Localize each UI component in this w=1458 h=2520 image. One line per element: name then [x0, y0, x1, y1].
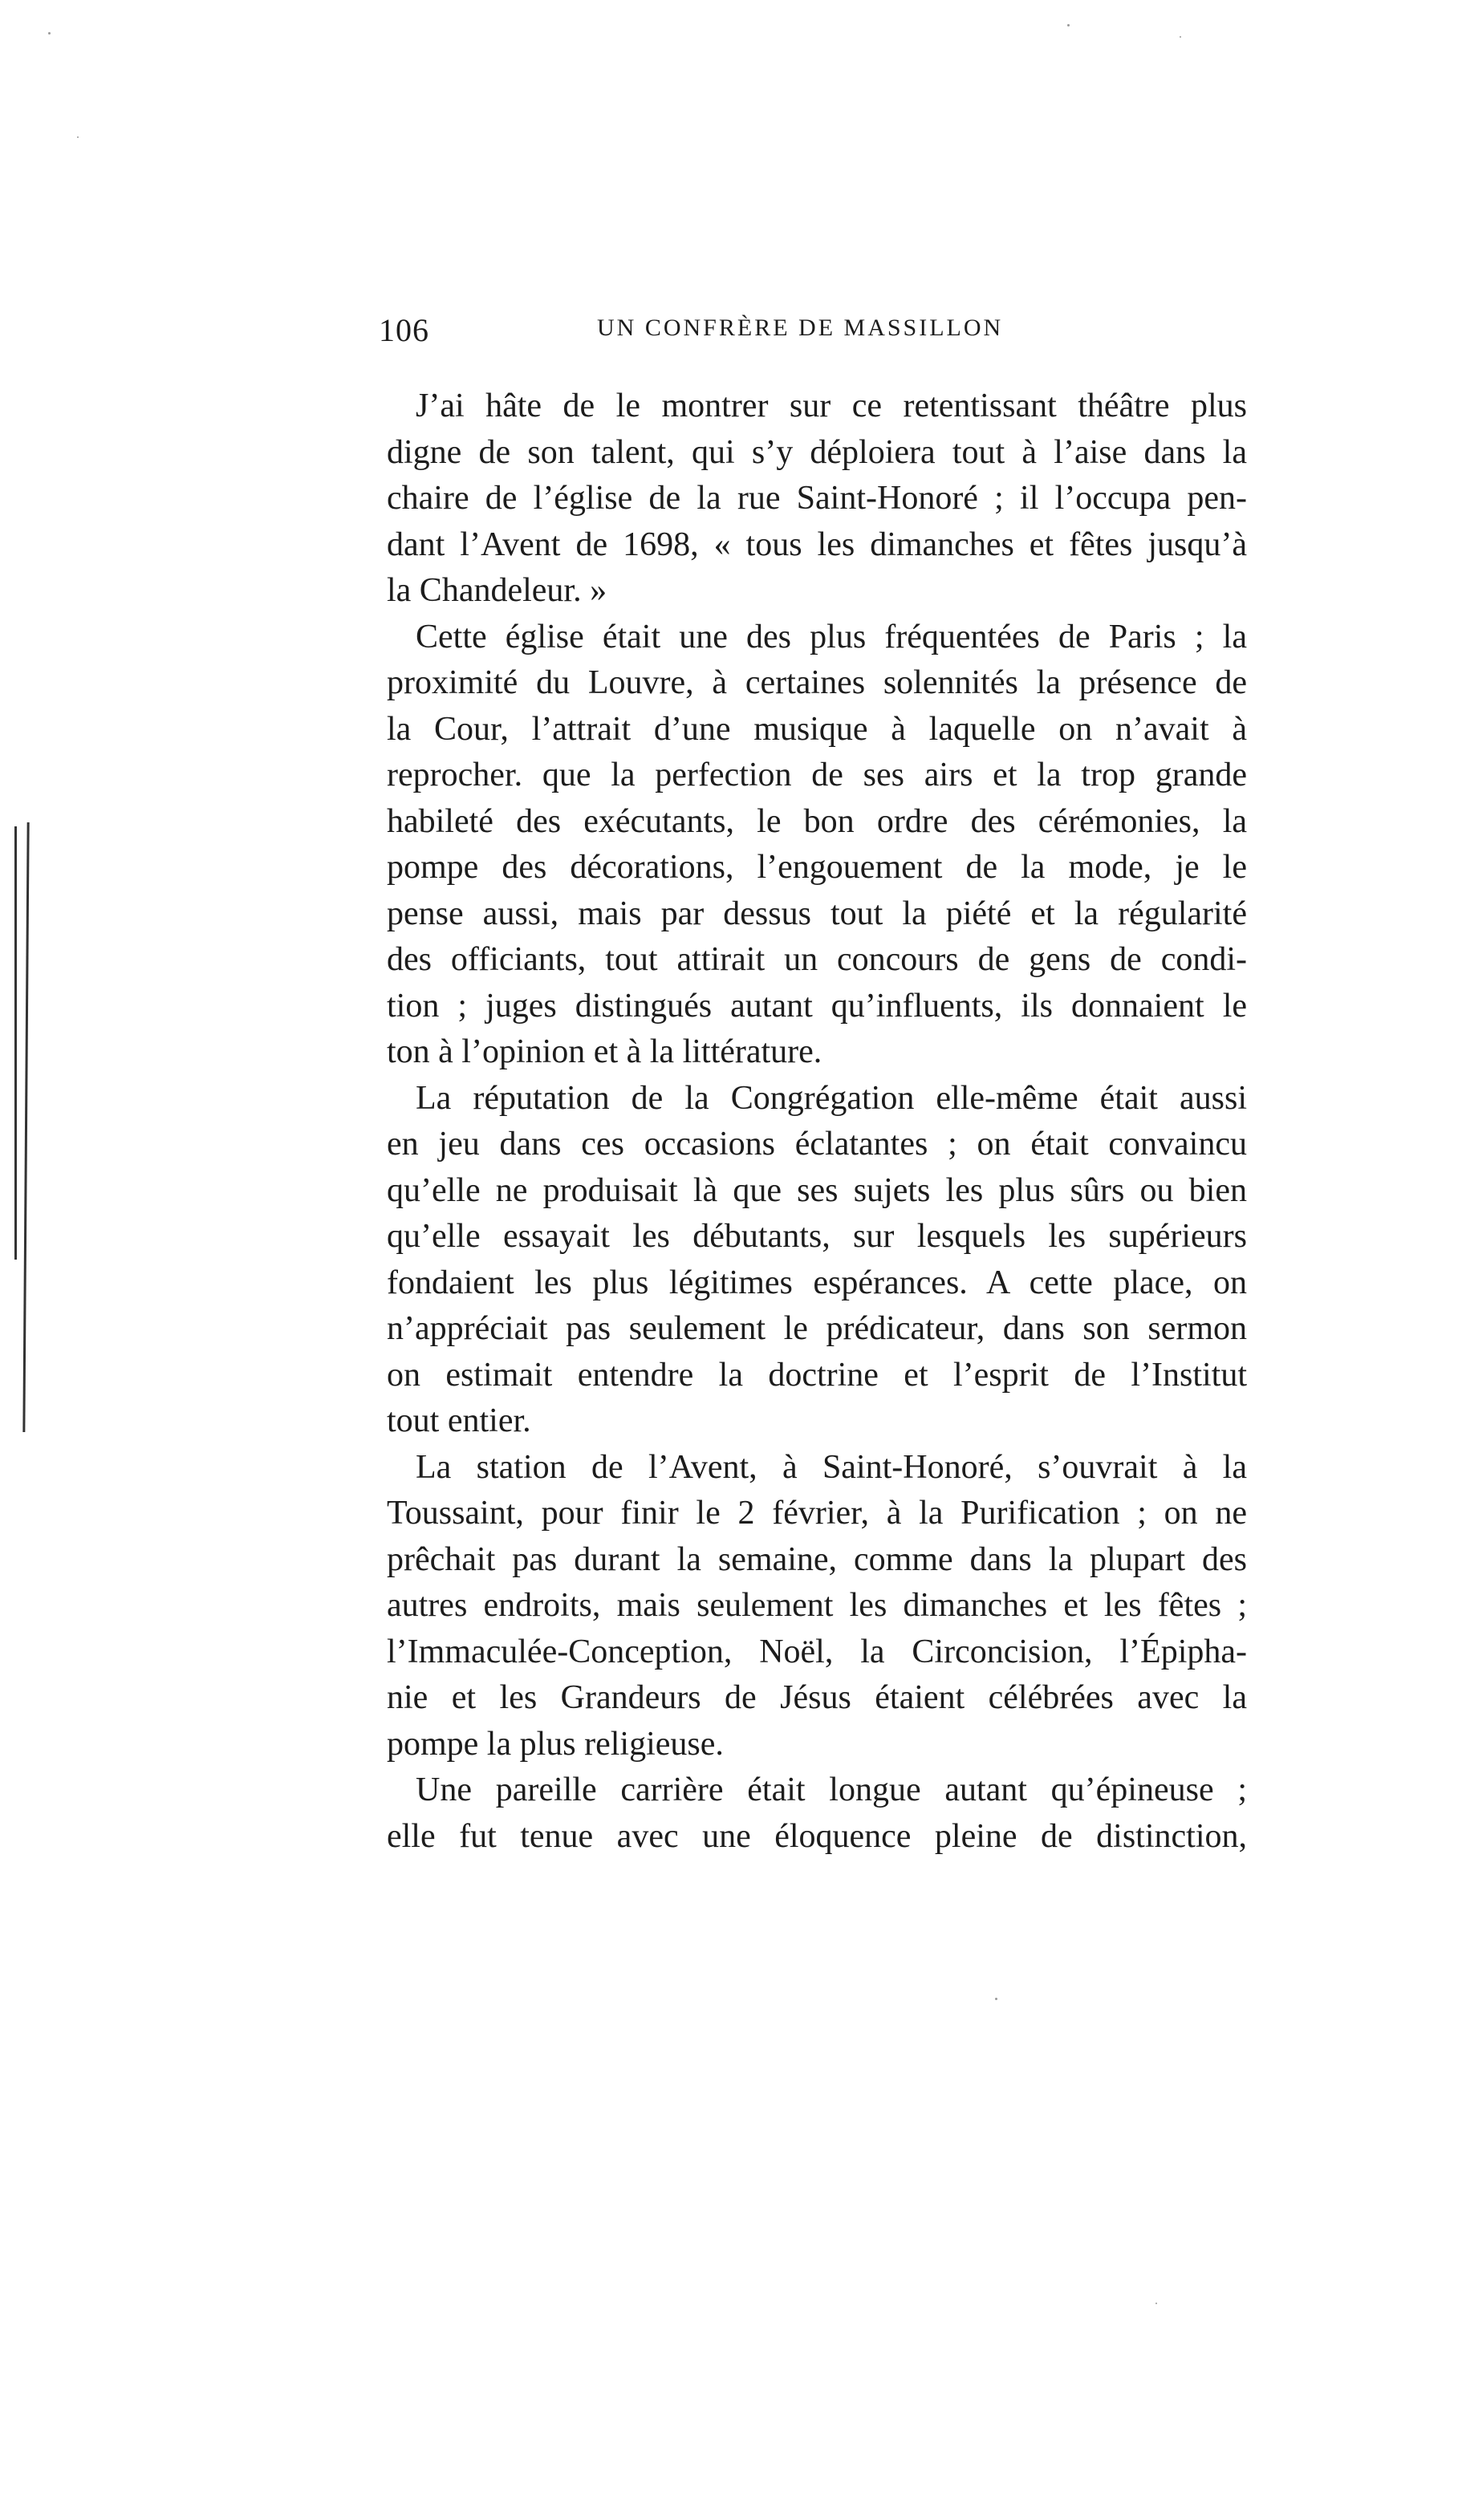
text-line: prêchait pas durant la semaine, comme dans la plupart des: [387, 1540, 1247, 1578]
text-line: J’ai hâte de le montrer sur ce retentissant théâtre plus: [416, 388, 1247, 424]
text-line: l’Immaculée-Conception, Noël, la Circoncision, l’Épipha-: [387, 1633, 1247, 1670]
text-line: la Chandeleur. »: [387, 572, 607, 609]
text-line: dant l’Avent de 1698, « tous les dimanches et fêtes jusqu’à: [387, 526, 1247, 563]
scan-edge-mark: [14, 826, 17, 1260]
paper-speck: [995, 1998, 997, 2000]
text-line: digne de son talent, qui s’y déploiera tout à l’aise dans la: [387, 433, 1247, 471]
text-line: pompe des décorations, l’engouement de la mode, je le: [387, 849, 1247, 886]
text-line: en jeu dans ces occasions éclatantes ; on était convaincu: [387, 1126, 1247, 1163]
text-line: n’appréciait pas seulement le prédicateur, dans son sermon: [387, 1310, 1247, 1347]
text-line: Une pareille carrière était longue autant qu’épineuse ;: [416, 1771, 1247, 1808]
text-line: chaire de l’église de la rue Saint-Honoré ; il l’occupa pen-: [387, 480, 1247, 517]
paper-speck: [77, 136, 79, 138]
text-line: La réputation de la Congrégation elle-même était aussi: [416, 1079, 1247, 1117]
text-line: qu’elle ne produisait là que ses sujets les plus sûrs ou bien: [387, 1171, 1247, 1209]
text-line: qu’elle essayait les débutants, sur lesquels les supérieurs: [387, 1218, 1247, 1255]
running-title: UN CONFRÈRE DE MASSILLON: [597, 314, 1004, 341]
paper-speck: [48, 32, 51, 34]
text-line: pense aussi, mais par dessus tout la piété et la régularité: [387, 895, 1247, 932]
text-line: autres endroits, mais seulement les dimanches et les fêtes ;: [387, 1587, 1247, 1624]
text-line: reprocher. que la perfection de ses airs et la trop grande: [387, 757, 1247, 793]
text-line: on estimait entendre la doctrine et l’esprit de l’Institut: [387, 1356, 1247, 1394]
page-number: 106: [379, 312, 429, 348]
text-line: des officiants, tout attirait un concours de gens de condi-: [387, 941, 1247, 978]
text-line: pompe la plus religieuse.: [387, 1725, 724, 1763]
text-line: Cette église était une des plus fréquentées de Paris ; la: [416, 618, 1247, 655]
text-line: habileté des exécutants, le bon ordre des cérémonies, la: [387, 802, 1247, 840]
text-line: ton à l’opinion et à la littérature.: [387, 1033, 822, 1070]
paper-speck: [1067, 24, 1070, 26]
scan-edge-mark: [22, 822, 29, 1432]
text-line: la Cour, l’attrait d’une musique à laquelle on n’avait à: [387, 710, 1247, 748]
text-line: nie et les Grandeurs de Jésus étaient célébrées avec la: [387, 1679, 1247, 1716]
running-head: [379, 311, 1247, 359]
text-line: elle fut tenue avec une éloquence pleine de distinction,: [387, 1817, 1247, 1855]
paper-speck: [1155, 2303, 1157, 2304]
text-line: La station de l’Avent, à Saint-Honoré, s’ouvrait à la: [416, 1448, 1247, 1486]
text-line: Toussaint, pour finir le 2 février, à la Purification ; on ne: [387, 1495, 1247, 1532]
text-line: tion ; juges distingués autant qu’influents, ils donnaient le: [387, 987, 1247, 1025]
text-line: tout entier.: [387, 1402, 531, 1439]
text-line: proximité du Louvre, à certaines solennités la présence de: [387, 664, 1247, 701]
text-line: fondaient les plus légitimes espérances. A cette place, on: [387, 1264, 1247, 1301]
body-text: [387, 383, 1247, 1860]
paper-speck: [1180, 36, 1181, 38]
